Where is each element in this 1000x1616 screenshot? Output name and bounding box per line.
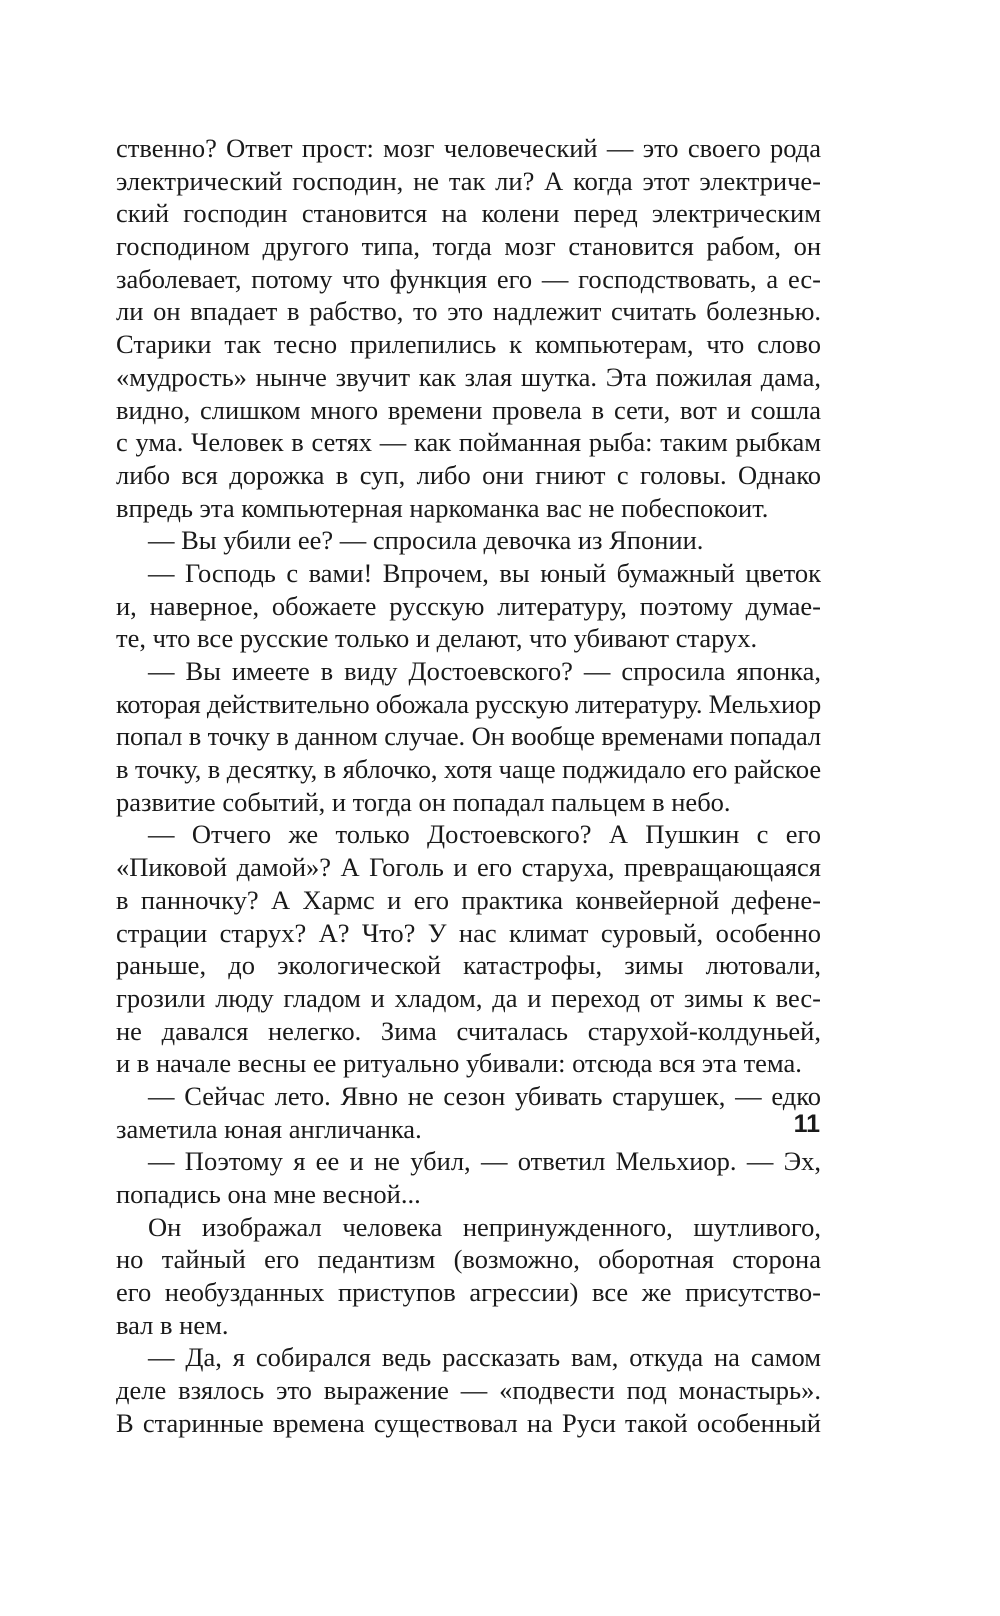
text-line: — Господь с вами! Впрочем, вы юный бумажный цветок	[148, 557, 821, 588]
text-line: заметила юная англичанка.	[116, 1113, 422, 1144]
text-line: в панночку? А Хармс и его практика конвейерной дефене-	[116, 884, 821, 915]
text-line: с ума. Человек в сетях — как пойманная рыба: таким рыбкам	[116, 427, 821, 458]
text-line: — Вы имеете в виду Достоевского? — спросила японка,	[148, 656, 821, 686]
text-line: ли он впадает в рабство, то это надлежит считать болезнью.	[116, 296, 821, 327]
text-line: либо вся дорожка в суп, либо они гниют с головы. Однако	[116, 459, 821, 490]
text-line: деле взялось это выражение — «подвести под монастырь».	[116, 1375, 821, 1406]
text-line: попадись она мне весной...	[116, 1179, 421, 1209]
text-line: господином другого типа, тогда мозг становится рабом, он	[116, 231, 821, 262]
text-line: В старинные времена существовал на Руси такой особенный	[116, 1407, 821, 1438]
text-line: и, наверное, обожаете русскую литературу, поэтому думае-	[116, 590, 821, 621]
text-line: — Вы убили ее? — спросила девочка из Японии.	[148, 525, 704, 556]
text-line: видно, слишком много времени провела в сети, вот и сошла	[116, 394, 821, 425]
text-line: — Сейчас лето. Явно не сезон убивать старушек, — едко	[148, 1080, 821, 1111]
text-line: его необузданных приступов агрессии) все же присутство-	[116, 1277, 821, 1308]
text-line: Старики так тесно прилепились к компьютерам, что слово	[116, 329, 821, 360]
text-line: впредь эта компьютерная наркоманка вас не побеспокоит.	[116, 492, 769, 523]
text-line: которая действительно обожала русскую литературу. Мельхиор	[116, 688, 822, 719]
text-line: развитие событий, и тогда он попадал пальцем в небо.	[116, 786, 731, 817]
text-line: — Да, я собирался ведь рассказать вам, откуда на самом	[148, 1342, 821, 1373]
text-line: ственно? Ответ прост: мозг человеческий — это своего рода	[116, 133, 821, 163]
text-line: Он изображал человека непринужденного, шутливого,	[148, 1211, 821, 1242]
text-line: раньше, до экологической катастрофы, зимы лютовали,	[116, 950, 821, 981]
text-line: электрический господин, не так ли? А когда этот электриче-	[116, 165, 821, 196]
text-line: ский господин становится на колени перед электрическим	[116, 198, 821, 229]
text-line: заболевает, потому что функция его — господствовать, а ес-	[116, 263, 821, 294]
page-number: 11	[793, 1110, 820, 1138]
text-line: попал в точку в данном случае. Он вообще временами попадал	[116, 721, 822, 752]
text-line: «мудрость» нынче звучит как злая шутка. Эта пожилая дама,	[116, 361, 821, 392]
text-line: страции старух? А? Что? У нас климат суровый, особенно	[116, 917, 821, 948]
text-line: но тайный его педантизм (возможно, оборотная сторона	[116, 1244, 821, 1275]
text-line: в точку, в десятку, в яблочко, хотя чаще поджидало его райское	[116, 754, 822, 785]
text-line: те, что все русские только и делают, что убивают старух.	[116, 623, 758, 654]
text-line: грозили люду гладом и хладом, да и переход от зимы к вес-	[116, 982, 821, 1013]
text-line: — Отчего же только Достоевского? А Пушкин с его	[148, 819, 821, 850]
text-line: — Поэтому я ее и не убил, — ответил Мельхиор. — Эх,	[148, 1146, 821, 1177]
body-text	[116, 132, 821, 1440]
text-line: «Пиковой дамой»? А Гоголь и его старуха, превращающаяся	[116, 852, 821, 883]
text-line: и в начале весны ее ритуально убивали: отсюда вся эта тема.	[116, 1048, 802, 1079]
text-line: не давался нелегко. Зима считалась старухой-колдуньей,	[116, 1015, 821, 1046]
text-line: вал в нем.	[116, 1309, 229, 1340]
